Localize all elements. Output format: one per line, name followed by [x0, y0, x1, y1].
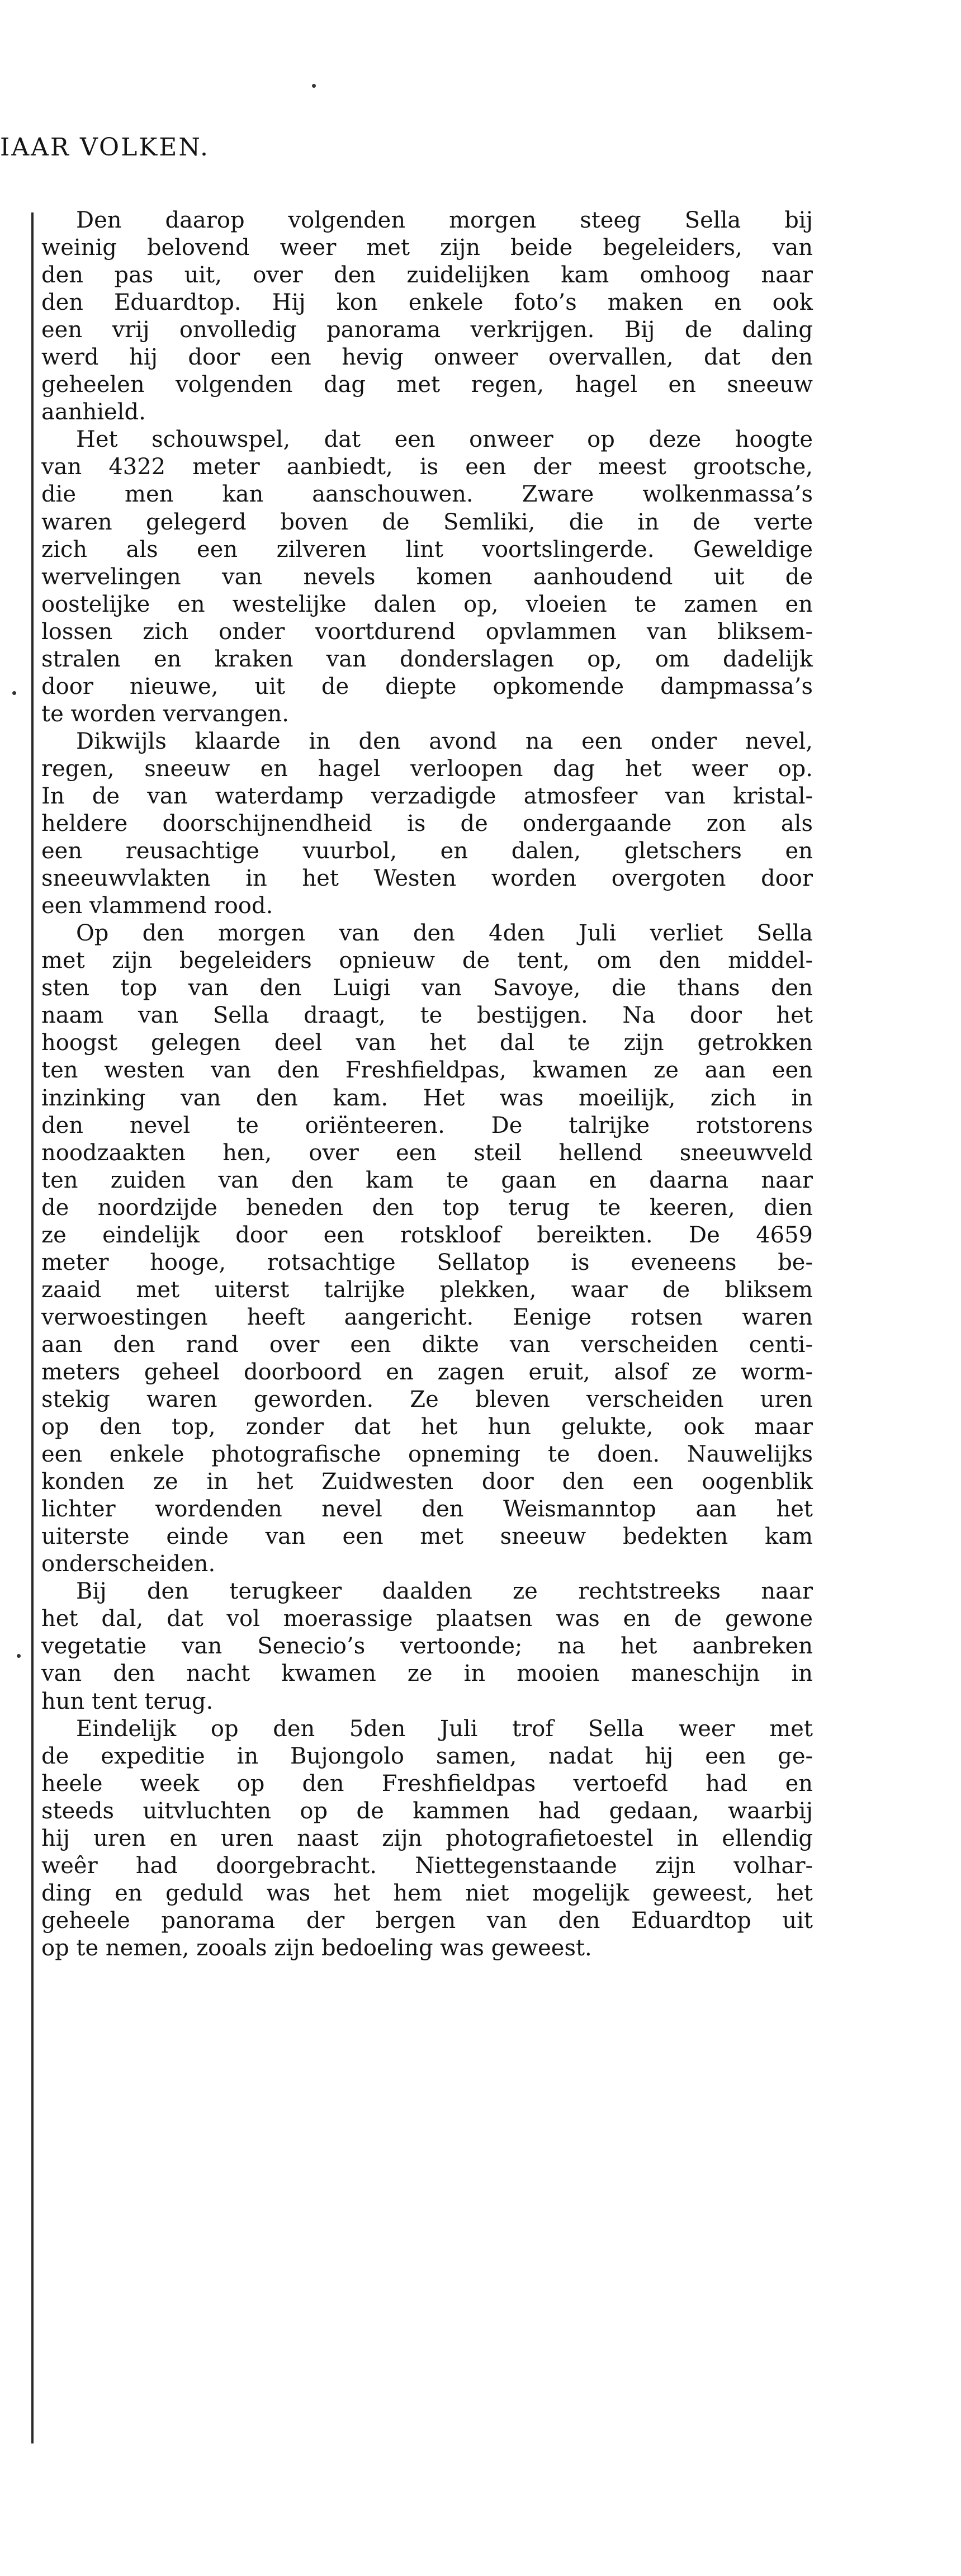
- text-line: met zijn begeleiders opnieuw de tent, om den middel-: [41, 948, 813, 974]
- text-line: Dikwijls klaarde in den avond na een onder nevel,: [76, 728, 813, 754]
- text-line: ten westen van den Freshfieldpas, kwamen ze aan een: [41, 1057, 813, 1084]
- text-line: op den top, zonder dat het hun gelukte, ook maar: [41, 1414, 813, 1440]
- text-line: stekig waren geworden. Ze bleven verscheiden uren: [41, 1387, 813, 1413]
- text-line: weinig belovend weer met zijn beide begeleiders, van: [41, 235, 813, 261]
- text-line: een enkele photografische opneming te doen. Nauwelijks: [41, 1441, 813, 1468]
- text-line: van 4322 meter aanbiedt, is een der meest grootsche,: [41, 454, 813, 480]
- text-line: In de van waterdamp verzadigde atmosfeer van kristal-: [41, 783, 813, 809]
- text-line: te worden vervangen.: [41, 701, 290, 727]
- text-line: hun tent terug.: [41, 1688, 214, 1714]
- text-line: steeds uitvluchten op de kammen had gedaan, waarbij: [41, 1798, 813, 1824]
- text-line: ze eindelijk door een rotskloof bereikten. De 4659: [41, 1222, 813, 1248]
- text-line: aanhield.: [41, 399, 146, 426]
- text-line: wervelingen van nevels komen aanhoudend uit de: [41, 564, 813, 590]
- text-line: sten top van den Luigi van Savoye, die thans den: [41, 975, 813, 1001]
- margin-rule: [31, 212, 34, 2443]
- text-line: oostelijke en westelijke dalen op, vloeien te zamen en: [41, 591, 813, 617]
- text-line: meters geheel doorboord en zagen eruit, alsof ze worm-: [41, 1359, 813, 1385]
- text-line: een vrij onvolledig panorama verkrijgen. Bij de daling: [41, 317, 813, 343]
- text-line: aan den rand over een dikte van verscheiden centi-: [41, 1331, 813, 1358]
- text-line: ten zuiden van den kam te gaan en daarna naar: [41, 1167, 813, 1193]
- print-speck: [17, 1654, 21, 1658]
- text-line: Op den morgen van den 4den Juli verliet Sella: [76, 920, 813, 947]
- text-line: van den nacht kwamen ze in mooien maneschijn in: [41, 1661, 813, 1687]
- text-line: inzinking van den kam. Het was moeilijk, zich in: [41, 1085, 813, 1111]
- text-line: vegetatie van Senecio’s vertoonde; na het aanbreken: [41, 1633, 813, 1660]
- text-line: die men kan aanschouwen. Zware wolkenmassa’s: [41, 481, 813, 508]
- text-line: Bij den terugkeer daalden ze rechtstreeks naar: [76, 1578, 813, 1605]
- text-line: de expeditie in Bujongolo samen, nadat hij een ge-: [41, 1743, 813, 1769]
- text-line: lossen zich onder voortdurend opvlammen van bliksem-: [41, 618, 813, 645]
- text-line: stralen en kraken van donderslagen op, om dadelijk: [41, 646, 813, 672]
- text-line: naam van Sella draagt, te bestijgen. Na door het: [41, 1003, 813, 1029]
- text-line: geheele panorama der bergen van den Eduardtop uit: [41, 1907, 813, 1934]
- text-line: waren gelegerd boven de Semliki, die in de verte: [41, 509, 813, 535]
- text-line: onderscheiden.: [41, 1551, 216, 1577]
- text-line: den Eduardtop. Hij kon enkele foto’s maken en ook: [41, 290, 813, 316]
- text-line: konden ze in het Zuidwesten door den een oogenblik: [41, 1469, 813, 1495]
- text-line: noodzaakten hen, over een steil hellend sneeuwveld: [41, 1140, 813, 1166]
- text-line: Eindelijk op den 5den Juli trof Sella weer met: [76, 1715, 813, 1742]
- text-line: regen, sneeuw en hagel verloopen dag het weer op.: [41, 755, 813, 782]
- text-line: heldere doorschijnendheid is de ondergaande zon als: [41, 811, 813, 837]
- text-line: den nevel te oriënteeren. De talrijke rotstorens: [41, 1112, 813, 1138]
- text-line: door nieuwe, uit de diepte opkomende dampmassa’s: [41, 673, 813, 699]
- running-head: IAAR VOLKEN.: [0, 133, 210, 162]
- text-line: een vlammend rood.: [41, 893, 273, 919]
- print-speck: [312, 84, 316, 88]
- text-line: meter hooge, rotsachtige Sellatop is eveneens be-: [41, 1249, 813, 1275]
- text-line: ding en geduld was het hem niet mogelijk geweest, het: [41, 1880, 813, 1906]
- text-line: lichter wordenden nevel den Weismanntop aan het: [41, 1496, 813, 1523]
- text-line: sneeuwvlakten in het Westen worden overgoten door: [41, 866, 813, 892]
- text-line: werd hij door een hevig onweer overvallen, dat den: [41, 344, 813, 371]
- text-line: Den daarop volgenden morgen steeg Sella bij: [76, 207, 813, 233]
- text-line: zich als een zilveren lint voortslingerde. Geweldige: [41, 536, 813, 563]
- text-line: Het schouwspel, dat een onweer op deze hoogte: [76, 427, 813, 453]
- text-line: geheelen volgenden dag met regen, hagel en sneeuw: [41, 372, 813, 398]
- text-line: hoogst gelegen deel van het dal te zijn getrokken: [41, 1030, 813, 1056]
- text-line: heele week op den Freshfieldpas vertoefd had en: [41, 1770, 813, 1797]
- text-line: op te nemen, zooals zijn bedoeling was geweest.: [41, 1935, 592, 1961]
- text-line: verwoestingen heeft aangericht. Eenige rotsen waren: [41, 1304, 813, 1330]
- text-line: zaaid met uiterst talrijke plekken, waar de bliksem: [41, 1277, 813, 1303]
- print-speck: [12, 691, 16, 695]
- text-line: het dal, dat vol moerassige plaatsen was en de gewone: [41, 1606, 813, 1632]
- text-line: een reusachtige vuurbol, en dalen, gletschers en: [41, 838, 813, 864]
- text-line: hij uren en uren naast zijn photografietoestel in ellendig: [41, 1825, 813, 1851]
- text-line: de noordzijde beneden den top terug te keeren, dien: [41, 1194, 813, 1221]
- text-line: den pas uit, over den zuidelijken kam omhoog naar: [41, 262, 813, 289]
- body-text: [41, 207, 813, 1962]
- text-line: weêr had doorgebracht. Niettegenstaande zijn volhar-: [41, 1852, 813, 1879]
- text-line: uiterste einde van een met sneeuw bedekten kam: [41, 1524, 813, 1550]
